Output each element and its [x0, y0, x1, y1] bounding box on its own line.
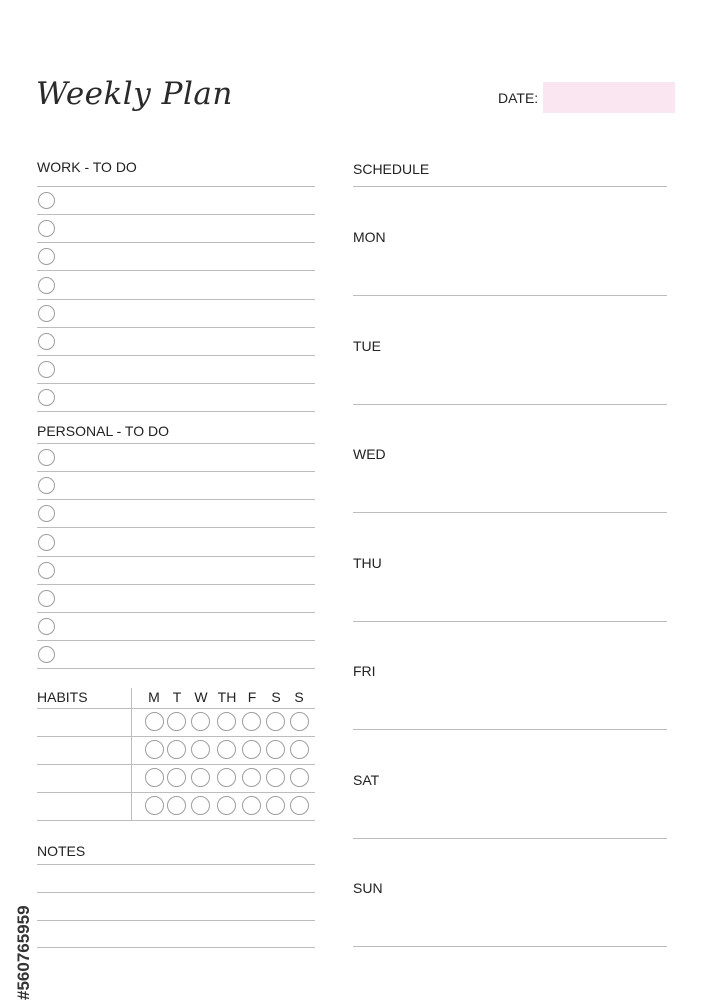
- personal-todo-header-line: [37, 443, 315, 444]
- personal-todo-item-line[interactable]: [37, 584, 315, 585]
- habit-check-circle[interactable]: [290, 768, 309, 787]
- notes-line[interactable]: [37, 920, 315, 921]
- work-todo-item-line[interactable]: [37, 355, 315, 356]
- habit-check-circle[interactable]: [217, 768, 236, 787]
- work-todo-checkbox[interactable]: [38, 333, 55, 350]
- schedule-day-wed: WED: [353, 446, 386, 462]
- habit-check-circle[interactable]: [290, 740, 309, 759]
- habit-check-circle[interactable]: [217, 712, 236, 731]
- habit-check-circle[interactable]: [191, 740, 210, 759]
- personal-todo-checkbox[interactable]: [38, 505, 55, 522]
- habit-check-circle[interactable]: [217, 796, 236, 815]
- habit-check-circle[interactable]: [167, 796, 186, 815]
- habit-day-letter: M: [148, 689, 160, 705]
- habit-check-circle[interactable]: [242, 740, 261, 759]
- work-todo-checkbox[interactable]: [38, 361, 55, 378]
- personal-todo-item-line[interactable]: [37, 527, 315, 528]
- personal-todo-checkbox[interactable]: [38, 449, 55, 466]
- habits-header-line: [37, 708, 315, 709]
- habit-check-circle[interactable]: [242, 712, 261, 731]
- personal-todo-item-line[interactable]: [37, 640, 315, 641]
- habit-day-letter: S: [294, 689, 304, 705]
- habit-check-circle[interactable]: [191, 796, 210, 815]
- habit-day-letter: S: [271, 689, 281, 705]
- schedule-day-sat: SAT: [353, 771, 380, 788]
- schedule-day-line[interactable]: [353, 404, 667, 405]
- habit-check-circle[interactable]: [266, 740, 285, 759]
- stock-id-watermark: #560765959: [14, 905, 33, 1000]
- work-todo-item-line[interactable]: [37, 327, 315, 328]
- schedule-day-line[interactable]: [353, 512, 667, 513]
- habit-check-circle[interactable]: [145, 740, 164, 759]
- schedule-header-line: [353, 186, 667, 187]
- habit-check-circle[interactable]: [167, 768, 186, 787]
- habit-day-letter: T: [172, 689, 182, 705]
- work-todo-checkbox[interactable]: [38, 277, 55, 294]
- work-todo-checkbox[interactable]: [38, 220, 55, 237]
- habit-check-circle[interactable]: [217, 740, 236, 759]
- page-title: Weekly Plan: [36, 76, 233, 112]
- work-todo-item-line[interactable]: [37, 411, 315, 412]
- work-todo-label: WORK - TO DO: [37, 159, 137, 175]
- habit-check-circle[interactable]: [290, 796, 309, 815]
- personal-todo-checkbox[interactable]: [38, 590, 55, 607]
- personal-todo-checkbox[interactable]: [38, 477, 55, 494]
- habit-check-circle[interactable]: [167, 712, 186, 731]
- date-label: DATE:: [498, 90, 539, 106]
- work-todo-item-line[interactable]: [37, 383, 315, 384]
- habit-day-letter: W: [194, 689, 208, 705]
- schedule-day-line[interactable]: [353, 295, 667, 296]
- schedule-day-line[interactable]: [353, 729, 667, 730]
- schedule-day-line[interactable]: [353, 946, 667, 947]
- notes-line[interactable]: [37, 864, 315, 865]
- personal-todo-label: PERSONAL - TO DO: [37, 423, 169, 439]
- habit-row-line[interactable]: [37, 820, 315, 821]
- habit-row-line[interactable]: [37, 736, 315, 737]
- personal-todo-item-line[interactable]: [37, 556, 315, 557]
- work-todo-checkbox[interactable]: [38, 305, 55, 322]
- work-todo-item-line[interactable]: [37, 214, 315, 215]
- schedule-day-line[interactable]: [353, 621, 667, 622]
- schedule-day-mon: MON: [353, 229, 386, 245]
- schedule-label: SCHEDULE: [353, 161, 430, 177]
- notes-line[interactable]: [37, 947, 315, 948]
- personal-todo-checkbox[interactable]: [38, 618, 55, 635]
- personal-todo-item-line[interactable]: [37, 612, 315, 613]
- personal-todo-checkbox[interactable]: [38, 646, 55, 663]
- schedule-day-line[interactable]: [353, 838, 667, 839]
- schedule-day-tue: TUE: [353, 337, 381, 354]
- habit-row-line[interactable]: [37, 792, 315, 793]
- work-todo-item-line[interactable]: [37, 299, 315, 300]
- habit-check-circle[interactable]: [266, 768, 285, 787]
- work-todo-item-line[interactable]: [37, 270, 315, 271]
- habit-check-circle[interactable]: [145, 796, 164, 815]
- personal-todo-checkbox[interactable]: [38, 562, 55, 579]
- habit-check-circle[interactable]: [145, 712, 164, 731]
- schedule-day-thu: THU: [353, 554, 382, 571]
- work-todo-checkbox[interactable]: [38, 192, 55, 209]
- work-todo-checkbox[interactable]: [38, 389, 55, 406]
- personal-todo-item-line[interactable]: [37, 668, 315, 669]
- notes-label: NOTES: [37, 843, 86, 859]
- personal-todo-item-line[interactable]: [37, 499, 315, 500]
- habit-day-letter: TH: [217, 689, 237, 705]
- habit-check-circle[interactable]: [167, 740, 186, 759]
- date-field[interactable]: [543, 82, 675, 113]
- work-todo-checkbox[interactable]: [38, 248, 55, 265]
- work-todo-header-line: [37, 186, 315, 187]
- schedule-day-fri: FRI: [353, 663, 376, 679]
- personal-todo-item-line[interactable]: [37, 471, 315, 472]
- habit-check-circle[interactable]: [242, 796, 261, 815]
- habits-label: HABITS: [37, 689, 88, 705]
- habit-check-circle[interactable]: [191, 712, 210, 731]
- habit-check-circle[interactable]: [242, 768, 261, 787]
- habit-check-circle[interactable]: [266, 796, 285, 815]
- personal-todo-checkbox[interactable]: [38, 534, 55, 551]
- schedule-day-sun: SUN: [353, 880, 383, 896]
- notes-line[interactable]: [37, 892, 315, 893]
- habit-day-letter: F: [247, 689, 257, 705]
- habit-row-line[interactable]: [37, 764, 315, 765]
- habit-check-circle[interactable]: [145, 768, 164, 787]
- habit-check-circle[interactable]: [290, 712, 309, 731]
- work-todo-item-line[interactable]: [37, 242, 315, 243]
- habit-check-circle[interactable]: [191, 768, 210, 787]
- habit-check-circle[interactable]: [266, 712, 285, 731]
